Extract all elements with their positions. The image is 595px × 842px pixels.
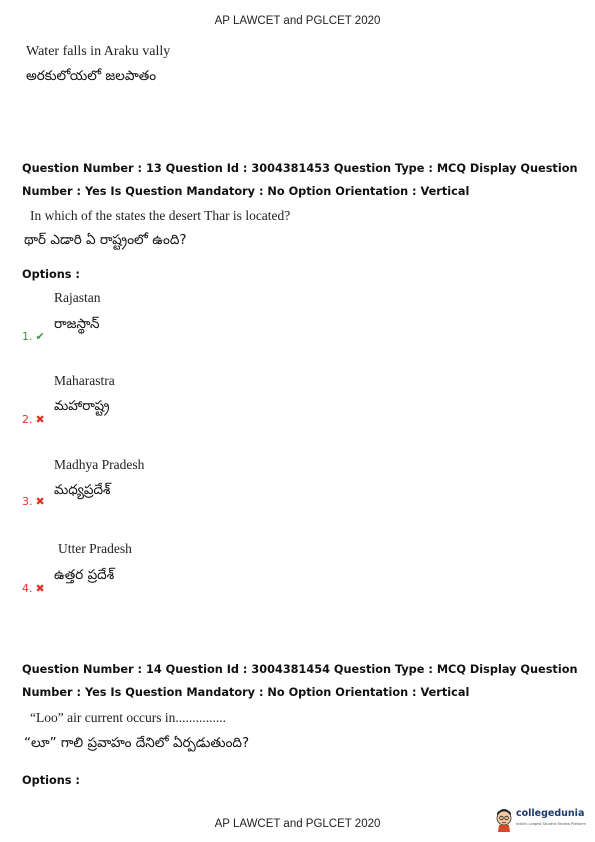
- logo-name: collegedunia: [516, 808, 585, 819]
- option-text-english: Rajastan: [54, 290, 101, 305]
- student-avatar-icon: [494, 806, 514, 832]
- option-number: 3. ✖: [22, 495, 45, 508]
- collegedunia-logo: [494, 806, 594, 834]
- option-text-english: Maharastra: [54, 373, 115, 388]
- option-number: 4. ✖: [22, 582, 45, 595]
- option-text-telugu: రాజస్థాన్: [54, 316, 100, 332]
- question-text-english: In which of the states the desert Thar is located?: [30, 208, 291, 223]
- question-meta-line2: Number : Yes Is Question Mandatory : No Option Orientation : Vertical: [22, 686, 470, 699]
- question-meta-line1: Question Number : 13 Question Id : 3004381453 Question Type : MCQ Display Question: [22, 162, 578, 175]
- check-icon: ✔: [35, 330, 45, 343]
- cross-icon: ✖: [35, 582, 45, 595]
- option-text-telugu: ఉత్తర ప్రదేశ్: [54, 567, 115, 583]
- prev-option-telugu: అరకులోయలో జలపాతం: [26, 68, 157, 84]
- logo-tagline: India's Largest Student Review Platform: [516, 822, 586, 826]
- option-text-telugu: మధ్యప్రదేశ్: [54, 482, 111, 498]
- cross-icon: ✖: [35, 495, 45, 508]
- question-text-telugu: థార్ ఎడారి ఏ రాష్ట్రంలో ఉంది?: [24, 232, 187, 248]
- page-header: AP LAWCET and PGLCET 2020: [214, 15, 381, 27]
- question-text-telugu: “లూ” గాలి ప్రవాహం దేనిలో ఏర్పడుతుంది?: [24, 735, 250, 751]
- question-meta-line2: Number : Yes Is Question Mandatory : No Option Orientation : Vertical: [22, 185, 470, 198]
- options-label: Options :: [22, 774, 80, 787]
- question-meta-line1: Question Number : 14 Question Id : 3004381454 Question Type : MCQ Display Question: [22, 663, 578, 676]
- prev-option-english: Water falls in Araku vally: [26, 44, 171, 59]
- option-text-telugu: మహారాష్ట్ర: [54, 398, 110, 414]
- option-number: 2. ✖: [22, 413, 45, 426]
- option-text-english: Utter Pradesh: [58, 541, 132, 556]
- page-footer: AP LAWCET and PGLCET 2020: [214, 818, 381, 830]
- question-text-english: “Loo” air current occurs in...............: [30, 710, 227, 725]
- options-label: Options :: [22, 268, 80, 281]
- option-text-english: Madhya Pradesh: [54, 457, 145, 472]
- cross-icon: ✖: [35, 413, 45, 426]
- option-number: 1. ✔: [22, 330, 45, 343]
